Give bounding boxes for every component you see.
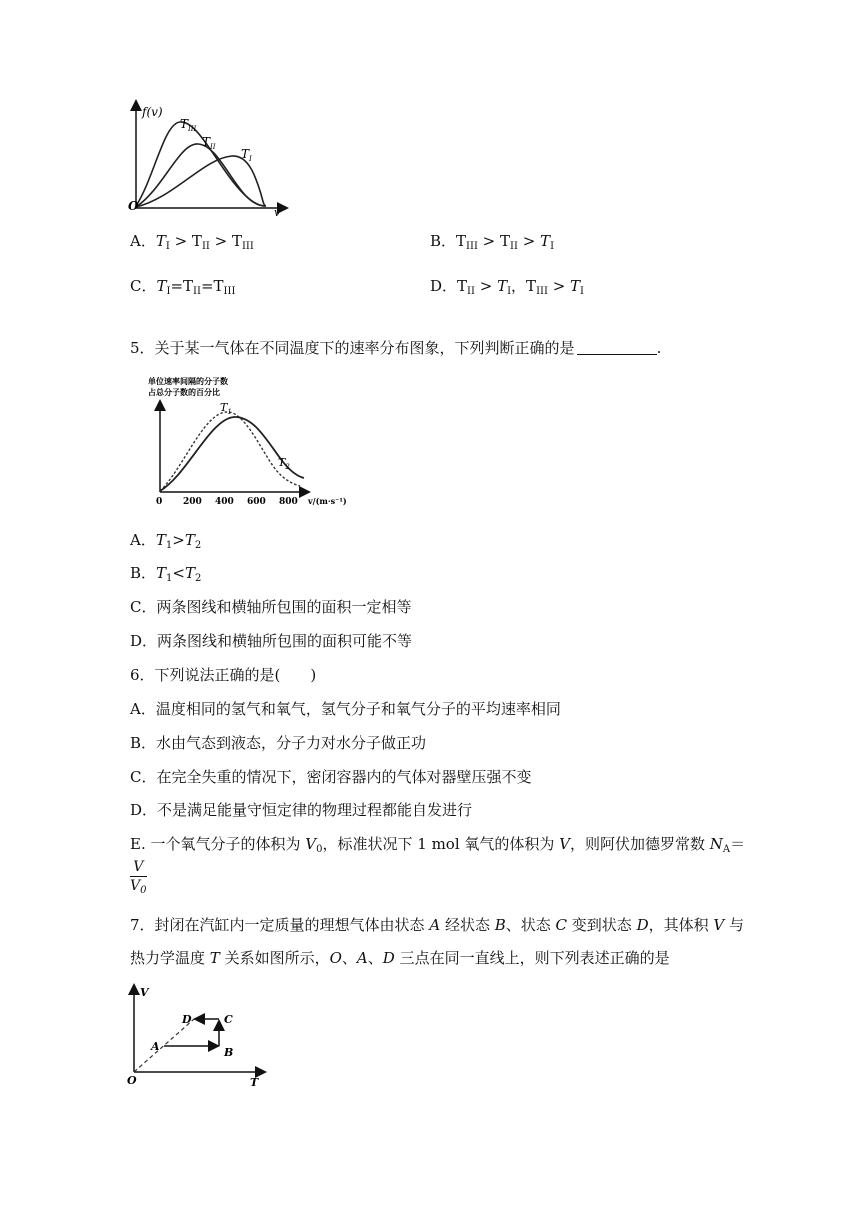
q5-option-b[interactable]: B．$T_1<T_2$ [130, 564, 202, 584]
fig2-y-label-line1: 单位速率间隔的分子数 [148, 376, 228, 386]
fig3-point-b: B [224, 1046, 234, 1059]
fig2-tick-200: 200 [183, 497, 202, 507]
answer-blank[interactable] [577, 340, 657, 355]
fig2-tick-400: 400 [215, 497, 234, 507]
q6-option-c[interactable]: C．在完全失重的情况下，密闭容器内的气体对器壁压强不变 [130, 768, 532, 786]
q6-option-d[interactable]: D．不是满足能量守恒定律的物理过程都能自发进行 [130, 801, 473, 819]
q4-option-b[interactable]: B．$T_{III} > T_{II} > T_I$ [430, 232, 555, 252]
q5-option-c[interactable]: C．两条图线和横轴所包围的面积一定相等 [130, 598, 412, 616]
fig1-label-t2: $T_{II}$ [202, 135, 216, 151]
fig1-origin: O [128, 199, 139, 213]
q4-option-c[interactable]: C．$T_I=T_{II}=T_{III}$ [130, 277, 236, 297]
q5-option-d[interactable]: D．两条图线和横轴所包围的面积可能不等 [130, 632, 413, 650]
curve-t3 [136, 122, 266, 206]
fig1-label-t1: $T_I$ [241, 147, 252, 163]
fig2-tick-800: 800 [279, 497, 298, 507]
fig1-x-label: v [274, 206, 281, 218]
fig3-point-c: C [224, 1013, 233, 1026]
fig3-y-label: V [140, 986, 149, 999]
q6-stem: 6．下列说法正确的是( ) [130, 666, 317, 684]
fig3-point-d: D [182, 1013, 192, 1026]
fig3-origin: O [127, 1074, 137, 1087]
q5-option-a[interactable]: A．$T_1>T_2$ [130, 531, 202, 551]
fig2-label-t2: $T_2$ [278, 456, 290, 471]
q4-option-a[interactable]: A．$T_I > T_{II} > T_{III}$ [130, 232, 254, 252]
speed-distribution-figure-1 [124, 98, 294, 218]
fig2-origin: 0 [156, 497, 163, 507]
q6-option-e-fraction: $\frac{V}{V_0}$ [130, 859, 147, 896]
speed-distribution-figure-2 [148, 374, 358, 510]
q5-stem: 5．关于某一气体在不同温度下的速率分布图象，下列判断正确的是 . [130, 339, 662, 357]
q6-option-a[interactable]: A．温度相同的氢气和氧气，氢气分子和氧气分子的平均速率相同 [130, 700, 561, 718]
q6-option-e[interactable]: E. 一个氧气分子的体积为 $V_0$，标准状况下 1 mol 氧气的体积为 V，则阿伏加德罗常数 $N_A=$ [130, 835, 746, 855]
fig3-point-a: A [151, 1040, 160, 1053]
q6-option-b[interactable]: B．水由气态到液态，分子力对水分子做正功 [130, 734, 427, 752]
fig2-label-t1: $T_1$ [220, 401, 232, 416]
v-t-diagram [124, 982, 274, 1092]
q7-stem-line2: 热力学温度 T 关系如图所示，O、A、D 三点在同一直线上，则下列表述正确的是 [130, 949, 670, 967]
fig2-tick-600: 600 [247, 497, 266, 507]
curve-t1-dashed [160, 412, 300, 491]
fig2-y-label-line2: 占总分子数的百分比 [148, 387, 220, 397]
fig1-y-label: f(v) [142, 105, 163, 119]
q7-stem-line1: 7．封闭在汽缸内一定质量的理想气体由状态 A 经状态 B、状态 C 变到状态 D，其体积 V 与 [130, 916, 744, 934]
fig3-x-label: T [250, 1076, 259, 1089]
curve-t2-solid [160, 417, 304, 491]
fig1-label-t3: $T_{III}$ [180, 117, 197, 133]
fig2-x-label: v/(m·s⁻¹) [308, 496, 347, 506]
q4-option-d[interactable]: D．$T_{II} > T_I$，$T_{III} > T_I$ [430, 277, 584, 297]
